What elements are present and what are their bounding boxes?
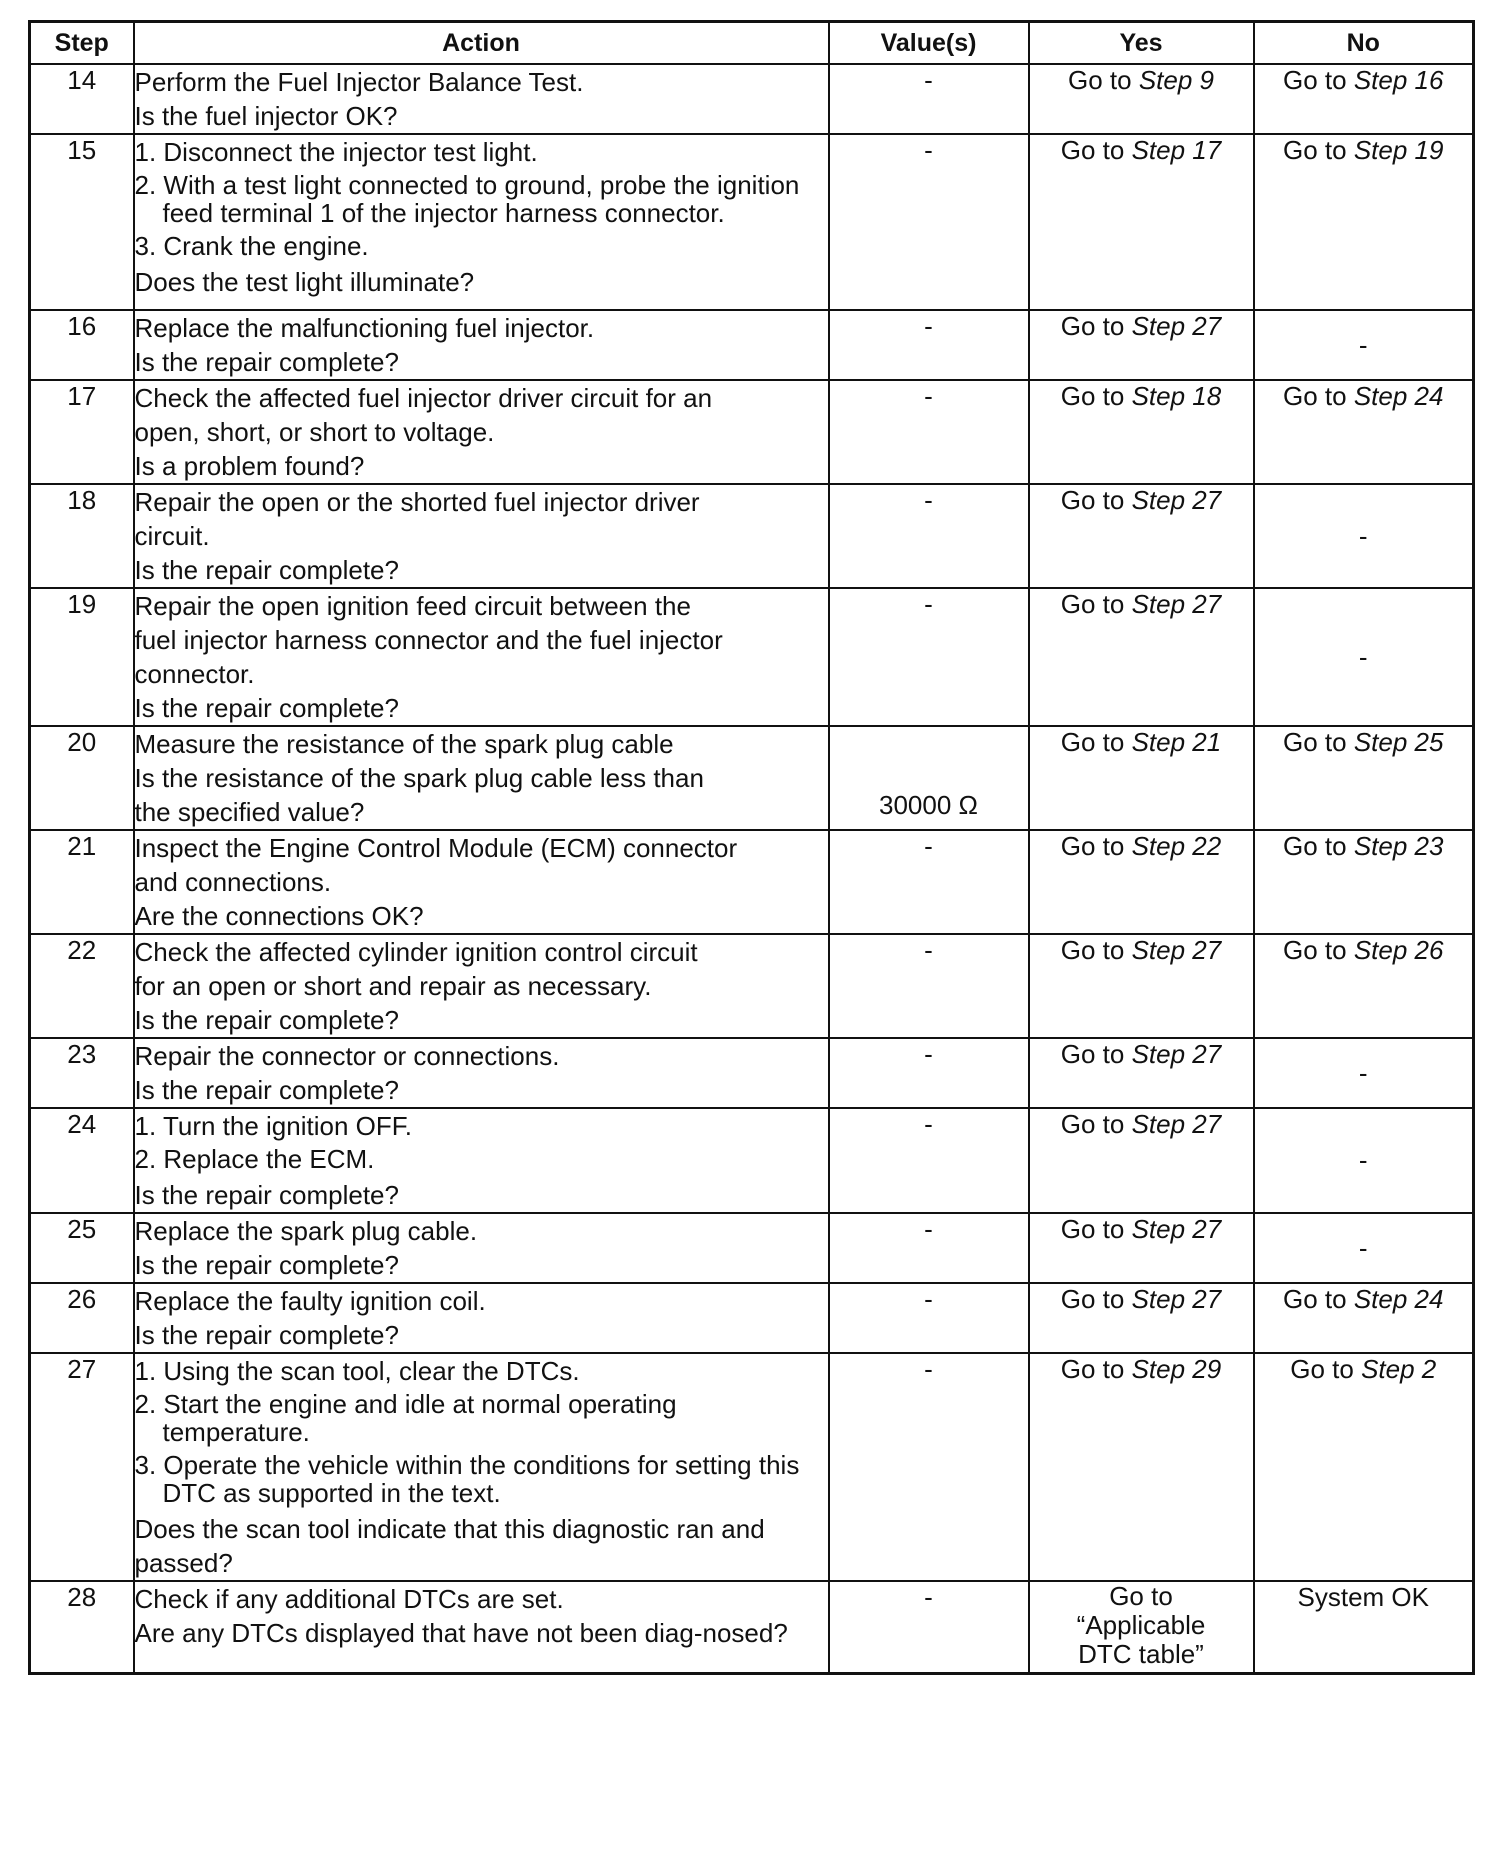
yes-goto-prefix: Go to [1060, 831, 1125, 861]
header-no: No [1254, 22, 1474, 65]
yes-goto-prefix: Go to [1060, 935, 1125, 965]
yes-cell [1029, 1108, 1254, 1213]
action-question: Does the scan tool indicate that this diagnostic ran and passed? [134, 1514, 765, 1578]
no-cell [1254, 310, 1474, 380]
action-cell [134, 310, 829, 380]
no-text: System OK [1297, 1582, 1429, 1612]
value-cell: - [829, 1283, 1029, 1353]
no-step-link[interactable]: Step 19 [1353, 135, 1444, 165]
yes-cell [1029, 1038, 1254, 1108]
table-row [30, 484, 1474, 588]
no-step-link[interactable]: Step 26 [1353, 935, 1444, 965]
no-goto-prefix: Go to [1283, 831, 1347, 861]
action-numbered-step: 3. Operate the vehicle within the conditions for setting this DTC as supported in the text. [134, 1450, 800, 1508]
diagnostic-table [28, 20, 1475, 1675]
action-numbered-step: 1. Disconnect the injector test light. [134, 137, 538, 167]
value-cell: - [829, 830, 1029, 934]
no-cell [1254, 1213, 1474, 1283]
yes-cell [1029, 484, 1254, 588]
table-row [30, 310, 1474, 380]
action-question: Is the repair complete? [134, 693, 399, 723]
value-cell: - [829, 1213, 1029, 1283]
yes-cell [1029, 380, 1254, 484]
table-row [30, 1108, 1474, 1213]
table-row [30, 1213, 1474, 1283]
action-cell [134, 1038, 829, 1108]
header-yes: Yes [1029, 22, 1254, 65]
yes-cell [1029, 934, 1254, 1038]
table-row [30, 1038, 1474, 1108]
step-number: 24 [30, 1108, 134, 1213]
no-cell [1254, 934, 1474, 1038]
action-line: Check the affected fuel injector driver circuit for an [134, 383, 713, 413]
no-step-link[interactable]: Step 16 [1353, 65, 1444, 95]
action-question: Does the test light illuminate? [134, 267, 475, 297]
no-cell [1254, 380, 1474, 484]
action-question: Is the repair complete? [134, 1180, 399, 1210]
value-cell: - [829, 588, 1029, 726]
no-cell [1254, 1108, 1474, 1213]
step-number: 22 [30, 934, 134, 1038]
no-step-link[interactable]: Step 24 [1353, 381, 1444, 411]
yes-step-link[interactable]: Step 9 [1138, 65, 1214, 95]
yes-line: “Applicable [1076, 1610, 1206, 1640]
no-cell [1254, 134, 1474, 310]
no-text: - [1358, 1145, 1368, 1175]
no-text: - [1358, 520, 1368, 551]
yes-cell [1029, 1283, 1254, 1353]
header-values: Value(s) [829, 22, 1029, 65]
step-number: 25 [30, 1213, 134, 1283]
yes-line: DTC table” [1078, 1639, 1204, 1669]
yes-goto-prefix: Go to [1060, 311, 1125, 341]
action-line: Measure the resistance of the spark plug cable [134, 729, 674, 759]
no-text: - [1358, 1232, 1368, 1263]
no-text: - [1358, 329, 1368, 360]
yes-cell [1029, 64, 1254, 134]
value-cell: - [829, 1353, 1029, 1581]
action-cell [134, 934, 829, 1038]
yes-step-link[interactable]: Step 18 [1131, 381, 1222, 411]
no-step-link[interactable]: Step 2 [1361, 1354, 1437, 1384]
action-numbered-step: 2. With a test light connected to ground, probe the ignition feed terminal 1 of the injector harness connector. [134, 170, 800, 228]
action-cell [134, 134, 829, 310]
value-cell: - [829, 1108, 1029, 1213]
yes-step-link[interactable]: Step 27 [1131, 589, 1222, 619]
no-cell [1254, 1283, 1474, 1353]
no-step-link[interactable]: Step 23 [1353, 831, 1444, 861]
action-cell [134, 1213, 829, 1283]
value-cell: - [829, 310, 1029, 380]
yes-step-link[interactable]: Step 27 [1131, 1039, 1222, 1069]
action-cell [134, 1283, 829, 1353]
step-number: 23 [30, 1038, 134, 1108]
action-cell [134, 1353, 829, 1581]
step-number: 15 [30, 134, 134, 310]
action-line: Repair the open or the shorted fuel injector driver [134, 487, 700, 517]
step-number: 28 [30, 1581, 134, 1673]
yes-cell [1029, 726, 1254, 830]
action-line: and connections. [134, 867, 332, 897]
table-row [30, 1283, 1474, 1353]
action-line: Inspect the Engine Control Module (ECM) connector [134, 833, 738, 863]
action-cell [134, 588, 829, 726]
yes-goto-prefix: Go to [1060, 1214, 1125, 1244]
header-action: Action [134, 22, 829, 65]
no-goto-prefix: Go to [1283, 65, 1347, 95]
step-number: 16 [30, 310, 134, 380]
no-goto-prefix: Go to [1283, 135, 1347, 165]
no-goto-prefix: Go to [1283, 1284, 1347, 1314]
yes-goto-prefix: Go to [1060, 589, 1125, 619]
action-numbered-step: 3. Crank the engine. [134, 231, 369, 261]
action-cell [134, 380, 829, 484]
diagnostic-table-page [28, 20, 1472, 1675]
table-row [30, 1581, 1474, 1673]
no-goto-prefix: Go to [1283, 727, 1347, 757]
value-cell: - [829, 1581, 1029, 1673]
action-question: Is the repair complete? [134, 347, 399, 377]
no-cell [1254, 1581, 1474, 1673]
no-cell [1254, 484, 1474, 588]
yes-step-link[interactable]: Step 27 [1131, 1109, 1222, 1139]
yes-goto-prefix: Go to [1060, 1284, 1125, 1314]
action-question: Is the fuel injector OK? [134, 101, 398, 131]
yes-step-link[interactable]: Step 27 [1131, 935, 1222, 965]
value-cell: - [829, 134, 1029, 310]
header-row [30, 22, 1474, 65]
no-text: - [1358, 1057, 1368, 1088]
no-cell [1254, 726, 1474, 830]
yes-goto-prefix: Go to [1060, 1039, 1125, 1069]
table-row [30, 134, 1474, 310]
yes-goto-prefix: Go to [1060, 1354, 1125, 1384]
action-question: Is the repair complete? [134, 1075, 399, 1105]
action-line: for an open or short and repair as necessary. [134, 971, 652, 1001]
header-step: Step [30, 22, 134, 65]
action-line: Replace the malfunctioning fuel injector. [134, 313, 595, 343]
yes-goto-prefix: Go to [1060, 381, 1125, 411]
action-line: circuit. [134, 521, 210, 551]
no-cell [1254, 1038, 1474, 1108]
value-cell: - [829, 380, 1029, 484]
yes-step-link[interactable]: Step 27 [1131, 311, 1222, 341]
action-question: Is the repair complete? [134, 555, 399, 585]
table-row [30, 934, 1474, 1038]
action-question: Is the repair complete? [134, 1250, 399, 1280]
action-line: Replace the spark plug cable. [134, 1216, 478, 1246]
table-row [30, 64, 1474, 134]
value-cell: - [829, 484, 1029, 588]
action-cell [134, 1108, 829, 1213]
yes-cell [1029, 134, 1254, 310]
yes-step-link[interactable]: Step 27 [1131, 1214, 1222, 1244]
no-goto-prefix: Go to [1283, 381, 1347, 411]
action-question: Are the connections OK? [134, 901, 424, 931]
action-line: Check the affected cylinder ignition control circuit [134, 937, 698, 967]
yes-goto-prefix: Go to [1068, 65, 1132, 95]
yes-cell [1029, 1213, 1254, 1283]
action-cell [134, 484, 829, 588]
step-number: 27 [30, 1353, 134, 1581]
action-numbered-step: 1. Using the scan tool, clear the DTCs. [134, 1356, 580, 1386]
step-number: 21 [30, 830, 134, 934]
yes-step-link[interactable]: Step 17 [1131, 135, 1222, 165]
action-question: Is the repair complete? [134, 1005, 399, 1035]
value-cell: - [829, 1038, 1029, 1108]
action-question: the specified value? [134, 797, 365, 827]
yes-cell [1029, 1581, 1254, 1673]
action-question: Are any DTCs displayed that have not been diag-nosed? [134, 1618, 788, 1648]
yes-cell [1029, 588, 1254, 726]
yes-goto-prefix: Go to [1060, 135, 1125, 165]
value-cell: 30000 Ω [829, 726, 1029, 830]
no-goto-prefix: Go to [1283, 935, 1347, 965]
action-question: Is a problem found? [134, 451, 365, 481]
no-cell [1254, 1353, 1474, 1581]
yes-goto-prefix: Go to [1060, 485, 1125, 515]
no-step-link[interactable]: Step 24 [1353, 1284, 1444, 1314]
action-numbered-step: 2. Start the engine and idle at normal operating temperature. [134, 1389, 677, 1447]
action-cell [134, 64, 829, 134]
action-line: Check if any additional DTCs are set. [134, 1584, 564, 1614]
yes-goto-prefix: Go to [1060, 727, 1125, 757]
value-cell: - [829, 934, 1029, 1038]
action-numbered-step: 2. Replace the ECM. [134, 1144, 375, 1174]
table-row [30, 830, 1474, 934]
action-line: fuel injector harness connector and the fuel injector [134, 625, 723, 655]
no-cell [1254, 830, 1474, 934]
no-step-link[interactable]: Step 25 [1353, 727, 1444, 757]
action-cell [134, 830, 829, 934]
yes-cell [1029, 830, 1254, 934]
action-cell [134, 1581, 829, 1673]
table-row [30, 588, 1474, 726]
yes-cell [1029, 1353, 1254, 1581]
yes-step-link[interactable]: Step 29 [1131, 1354, 1222, 1384]
yes-goto-prefix: Go to [1060, 1109, 1125, 1139]
table-row [30, 380, 1474, 484]
action-numbered-step: 1. Turn the ignition OFF. [134, 1111, 412, 1141]
value-cell: - [829, 64, 1029, 134]
step-number: 26 [30, 1283, 134, 1353]
no-text: - [1358, 641, 1368, 672]
action-line: Repair the open ignition feed circuit between the [134, 591, 691, 621]
no-cell [1254, 588, 1474, 726]
action-question: Is the repair complete? [134, 1320, 399, 1350]
step-number: 19 [30, 588, 134, 726]
table-row [30, 1353, 1474, 1581]
step-number: 20 [30, 726, 134, 830]
no-cell [1254, 64, 1474, 134]
yes-line: Go to [1109, 1581, 1173, 1611]
action-cell [134, 726, 829, 830]
action-line: Replace the faulty ignition coil. [134, 1286, 486, 1316]
step-number: 17 [30, 380, 134, 484]
table-body [30, 64, 1474, 1673]
yes-step-link[interactable]: Step 27 [1131, 485, 1222, 515]
action-line: Perform the Fuel Injector Balance Test. [134, 67, 584, 97]
action-line: open, short, or short to voltage. [134, 417, 495, 447]
action-line: connector. [134, 659, 255, 689]
yes-step-link[interactable]: Step 27 [1131, 1284, 1222, 1314]
step-number: 14 [30, 64, 134, 134]
action-line: Is the resistance of the spark plug cable less than [134, 763, 704, 793]
no-goto-prefix: Go to [1290, 1354, 1354, 1384]
yes-step-link[interactable]: Step 21 [1131, 727, 1222, 757]
step-number: 18 [30, 484, 134, 588]
yes-cell [1029, 310, 1254, 380]
yes-step-link[interactable]: Step 22 [1131, 831, 1222, 861]
action-line: Repair the connector or connections. [134, 1041, 560, 1071]
table-row [30, 726, 1474, 830]
